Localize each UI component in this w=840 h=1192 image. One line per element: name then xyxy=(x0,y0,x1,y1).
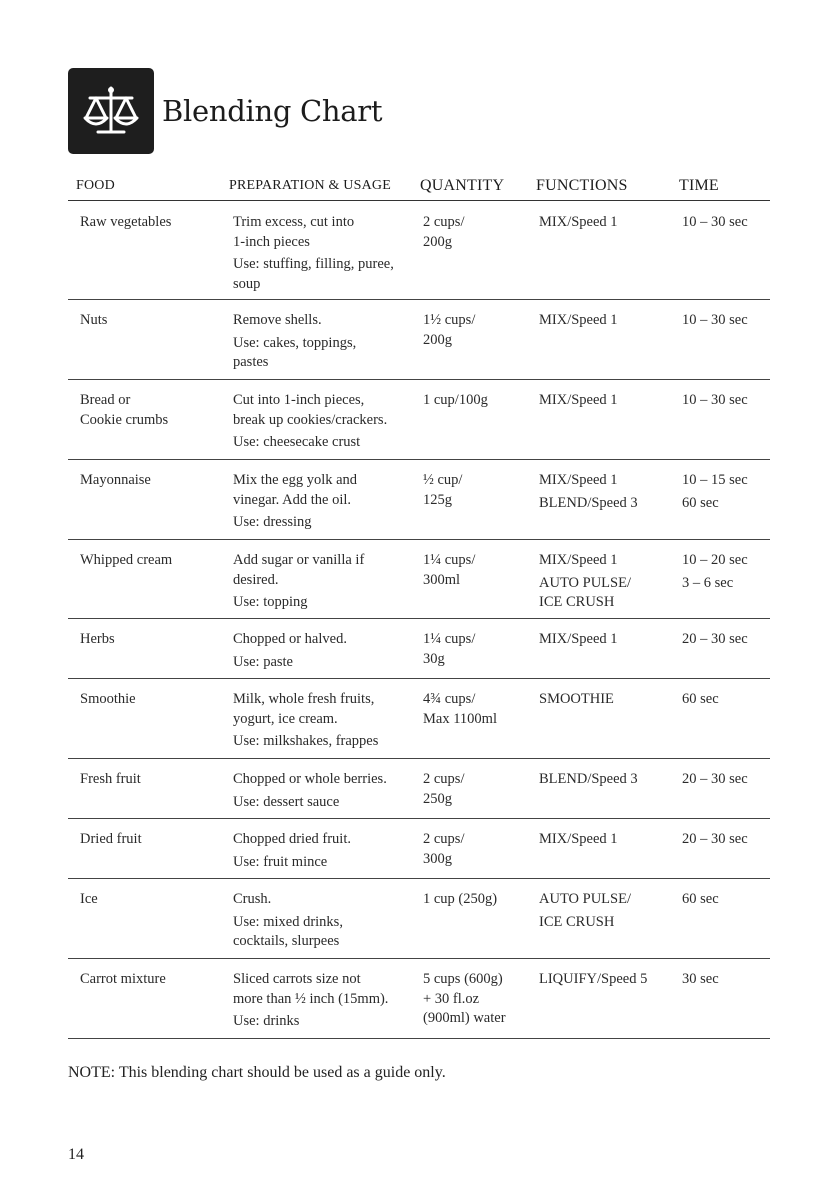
functions-cell xyxy=(539,770,638,790)
functions-cell xyxy=(539,213,618,233)
time-cell xyxy=(682,970,719,990)
preparation-cell-line: Cut into 1-inch pieces, xyxy=(233,392,365,408)
quantity-cell-line: 250g xyxy=(423,790,452,807)
header-time: TIME xyxy=(679,177,719,194)
usage-line: Use: cheesecake crust xyxy=(233,434,361,450)
quantity-cell-line: 30g xyxy=(423,650,445,667)
food-cell-line: Ice xyxy=(80,891,98,907)
functions-cell-line: MIX/Speed 1 xyxy=(539,312,618,328)
quantity-cell-line: 125g xyxy=(423,491,452,508)
preparation-cell xyxy=(233,830,351,872)
preparation-cell xyxy=(233,311,356,373)
preparation-cell-line: Mix the egg yolk and xyxy=(233,472,358,488)
food-cell-line: Nuts xyxy=(80,312,108,328)
preparation-cell xyxy=(233,690,378,752)
food-cell-line: Carrot mixture xyxy=(80,971,166,987)
food-cell xyxy=(80,551,172,571)
functions-cell-line: ICE CRUSH xyxy=(539,594,615,610)
food-cell-line: Herbs xyxy=(80,631,115,647)
quantity-cell xyxy=(423,630,475,669)
footnote: NOTE: This blending chart should be used as a guide only. xyxy=(68,1064,446,1081)
preparation-cell xyxy=(233,213,394,294)
quantity-cell xyxy=(423,311,475,350)
quantity-cell xyxy=(423,770,464,809)
page-title: Blending Chart xyxy=(162,94,383,128)
preparation-cell-line: Sliced carrots size not xyxy=(233,971,361,987)
food-cell xyxy=(80,311,107,331)
time-cell-line: 30 sec xyxy=(682,971,719,987)
time-cell-line: 60 sec xyxy=(682,691,719,707)
preparation-cell xyxy=(233,970,388,1032)
preparation-cell-line: Chopped or halved. xyxy=(233,631,347,647)
header-prep: PREPARATION & USAGE xyxy=(229,178,391,193)
functions-cell-line: ICE CRUSH xyxy=(539,913,615,930)
time-cell-line: 20 – 30 sec xyxy=(682,631,748,647)
quantity-cell xyxy=(423,690,497,729)
functions-cell-line: AUTO PULSE/ xyxy=(539,574,631,591)
food-cell xyxy=(80,970,166,990)
usage-line: Use: dressing xyxy=(233,514,312,530)
time-cell xyxy=(682,471,748,513)
table-row xyxy=(68,618,770,679)
quantity-cell xyxy=(423,213,464,252)
preparation-cell-line: Chopped dried fruit. xyxy=(233,831,351,847)
preparation-cell xyxy=(233,770,387,812)
food-cell-line: Cookie crumbs xyxy=(80,411,169,428)
food-cell-line: Smoothie xyxy=(80,691,136,707)
food-cell xyxy=(80,890,98,910)
time-cell-line: 10 – 15 sec xyxy=(682,472,748,488)
preparation-cell xyxy=(233,890,343,952)
quantity-cell xyxy=(423,551,475,590)
functions-cell-line: LIQUIFY/Speed 5 xyxy=(539,971,648,987)
quantity-cell-line: 1¼ cups/ xyxy=(423,631,476,647)
quantity-cell-line: 1 cup/100g xyxy=(423,392,488,408)
time-cell-line: 20 – 30 sec xyxy=(682,771,748,787)
quantity-cell-line: 5 cups (600g) xyxy=(423,971,503,987)
usage-line: soup xyxy=(233,275,261,292)
quantity-cell-line: 1¼ cups/ xyxy=(423,552,476,568)
food-cell-line: Mayonnaise xyxy=(80,472,151,488)
preparation-cell xyxy=(233,551,364,613)
functions-cell xyxy=(539,551,631,613)
functions-cell-line: MIX/Speed 1 xyxy=(539,552,618,568)
time-cell-line: 60 sec xyxy=(682,494,719,511)
quantity-cell-line: ½ cup/ xyxy=(423,472,463,488)
quantity-cell-line: 4¾ cups/ xyxy=(423,691,476,707)
functions-cell-line: AUTO PULSE/ xyxy=(539,891,631,907)
usage-line: Use: fruit mince xyxy=(233,853,328,870)
quantity-cell xyxy=(423,391,488,411)
table-row xyxy=(68,958,770,1039)
food-cell xyxy=(80,770,141,790)
food-cell xyxy=(80,471,151,491)
time-cell xyxy=(682,630,748,650)
table-row xyxy=(68,758,770,819)
quantity-cell-line: 300ml xyxy=(423,571,461,588)
preparation-cell-line: desired. xyxy=(233,571,279,588)
time-cell-line: 60 sec xyxy=(682,891,719,907)
preparation-cell xyxy=(233,630,347,672)
quantity-cell-line: 1½ cups/ xyxy=(423,312,476,328)
preparation-cell-line: Crush. xyxy=(233,891,272,907)
time-cell xyxy=(682,690,719,710)
quantity-cell-line: Max 1100ml xyxy=(423,710,497,727)
food-cell-line: Raw vegetables xyxy=(80,214,172,230)
table-row xyxy=(68,539,770,619)
table-row xyxy=(68,678,770,759)
usage-line: Use: mixed drinks, xyxy=(233,913,343,930)
preparation-cell xyxy=(233,471,357,533)
food-cell xyxy=(80,213,171,233)
quantity-cell xyxy=(423,471,462,510)
preparation-cell-line: yogurt, ice cream. xyxy=(233,710,338,727)
functions-cell xyxy=(539,630,618,650)
usage-line: cocktails, slurpees xyxy=(233,933,340,949)
functions-cell-line: MIX/Speed 1 xyxy=(539,472,618,488)
time-cell-line: 10 – 30 sec xyxy=(682,392,748,408)
header-functions: FUNCTIONS xyxy=(536,177,628,194)
quantity-cell-line: 2 cups/ xyxy=(423,214,465,230)
usage-line: Use: paste xyxy=(233,653,293,670)
functions-cell-line: MIX/Speed 1 xyxy=(539,631,618,647)
functions-cell-line: SMOOTHIE xyxy=(539,691,614,707)
table-header xyxy=(68,178,770,201)
food-cell xyxy=(80,830,142,850)
usage-line: Use: milkshakes, frappes xyxy=(233,733,379,749)
food-cell xyxy=(80,690,136,710)
preparation-cell-line: Add sugar or vanilla if xyxy=(233,552,365,568)
preparation-cell xyxy=(233,391,387,453)
time-cell-line: 10 – 30 sec xyxy=(682,214,748,230)
table-row xyxy=(68,379,770,460)
time-cell xyxy=(682,213,748,233)
functions-cell-line: BLEND/Speed 3 xyxy=(539,494,638,511)
table-row xyxy=(68,201,770,300)
food-cell-line: Bread or xyxy=(80,392,131,408)
time-cell xyxy=(682,311,748,331)
usage-line: Use: drinks xyxy=(233,1013,300,1029)
page-header xyxy=(68,68,382,154)
functions-cell xyxy=(539,391,618,411)
table-row xyxy=(68,459,770,540)
preparation-cell-line: Remove shells. xyxy=(233,312,322,328)
functions-cell xyxy=(539,890,631,932)
table-row xyxy=(68,878,770,959)
table-row xyxy=(68,818,770,879)
page-number: 14 xyxy=(68,1146,84,1163)
time-cell-line: 3 – 6 sec xyxy=(682,574,734,591)
header-food: FOOD xyxy=(76,178,115,193)
quantity-cell xyxy=(423,970,506,1029)
quantity-cell-line: 2 cups/ xyxy=(423,831,465,847)
usage-line: pastes xyxy=(233,354,269,370)
usage-line: Use: cakes, toppings, xyxy=(233,334,357,351)
functions-cell xyxy=(539,690,614,710)
time-cell-line: 10 – 30 sec xyxy=(682,312,748,328)
functions-cell xyxy=(539,830,618,850)
quantity-cell-line: + 30 fl.oz xyxy=(423,990,480,1007)
usage-line: Use: dessert sauce xyxy=(233,793,340,810)
food-cell-line: Fresh fruit xyxy=(80,771,141,787)
preparation-cell-line: Trim excess, cut into xyxy=(233,214,355,230)
time-cell xyxy=(682,551,748,593)
preparation-cell-line: more than ½ inch (15mm). xyxy=(233,990,389,1007)
functions-cell xyxy=(539,471,638,513)
time-cell xyxy=(682,770,748,790)
usage-line: Use: stuffing, filling, puree, xyxy=(233,256,394,272)
quantity-cell-line: 200g xyxy=(423,233,452,250)
functions-cell-line: MIX/Speed 1 xyxy=(539,392,618,408)
table-row xyxy=(68,299,770,380)
preparation-cell-line: 1-inch pieces xyxy=(233,233,310,250)
preparation-cell-line: break up cookies/crackers. xyxy=(233,411,388,428)
usage-line: Use: topping xyxy=(233,594,308,610)
balance-scale-icon xyxy=(68,68,154,154)
preparation-cell-line: vinegar. Add the oil. xyxy=(233,491,351,508)
quantity-cell-line: 2 cups/ xyxy=(423,771,465,787)
quantity-cell-line: 200g xyxy=(423,331,452,348)
preparation-cell-line: Milk, whole fresh fruits, xyxy=(233,691,375,707)
preparation-cell-line: Chopped or whole berries. xyxy=(233,771,387,787)
functions-cell-line: MIX/Speed 1 xyxy=(539,831,618,847)
time-cell xyxy=(682,391,748,411)
food-cell-line: Dried fruit xyxy=(80,831,142,847)
functions-cell xyxy=(539,311,618,331)
quantity-cell-line: (900ml) water xyxy=(423,1010,506,1026)
quantity-cell-line: 300g xyxy=(423,850,452,867)
functions-cell xyxy=(539,970,647,990)
quantity-cell-line: 1 cup (250g) xyxy=(423,891,498,907)
food-cell xyxy=(80,391,168,430)
quantity-cell xyxy=(423,830,464,869)
functions-cell-line: BLEND/Speed 3 xyxy=(539,771,638,787)
time-cell-line: 20 – 30 sec xyxy=(682,831,748,847)
functions-cell-line: MIX/Speed 1 xyxy=(539,214,618,230)
food-cell xyxy=(80,630,115,650)
time-cell xyxy=(682,830,748,850)
food-cell-line: Whipped cream xyxy=(80,552,173,568)
quantity-cell xyxy=(423,890,497,910)
time-cell xyxy=(682,890,719,910)
header-quantity: QUANTITY xyxy=(420,177,505,194)
time-cell-line: 10 – 20 sec xyxy=(682,552,748,568)
